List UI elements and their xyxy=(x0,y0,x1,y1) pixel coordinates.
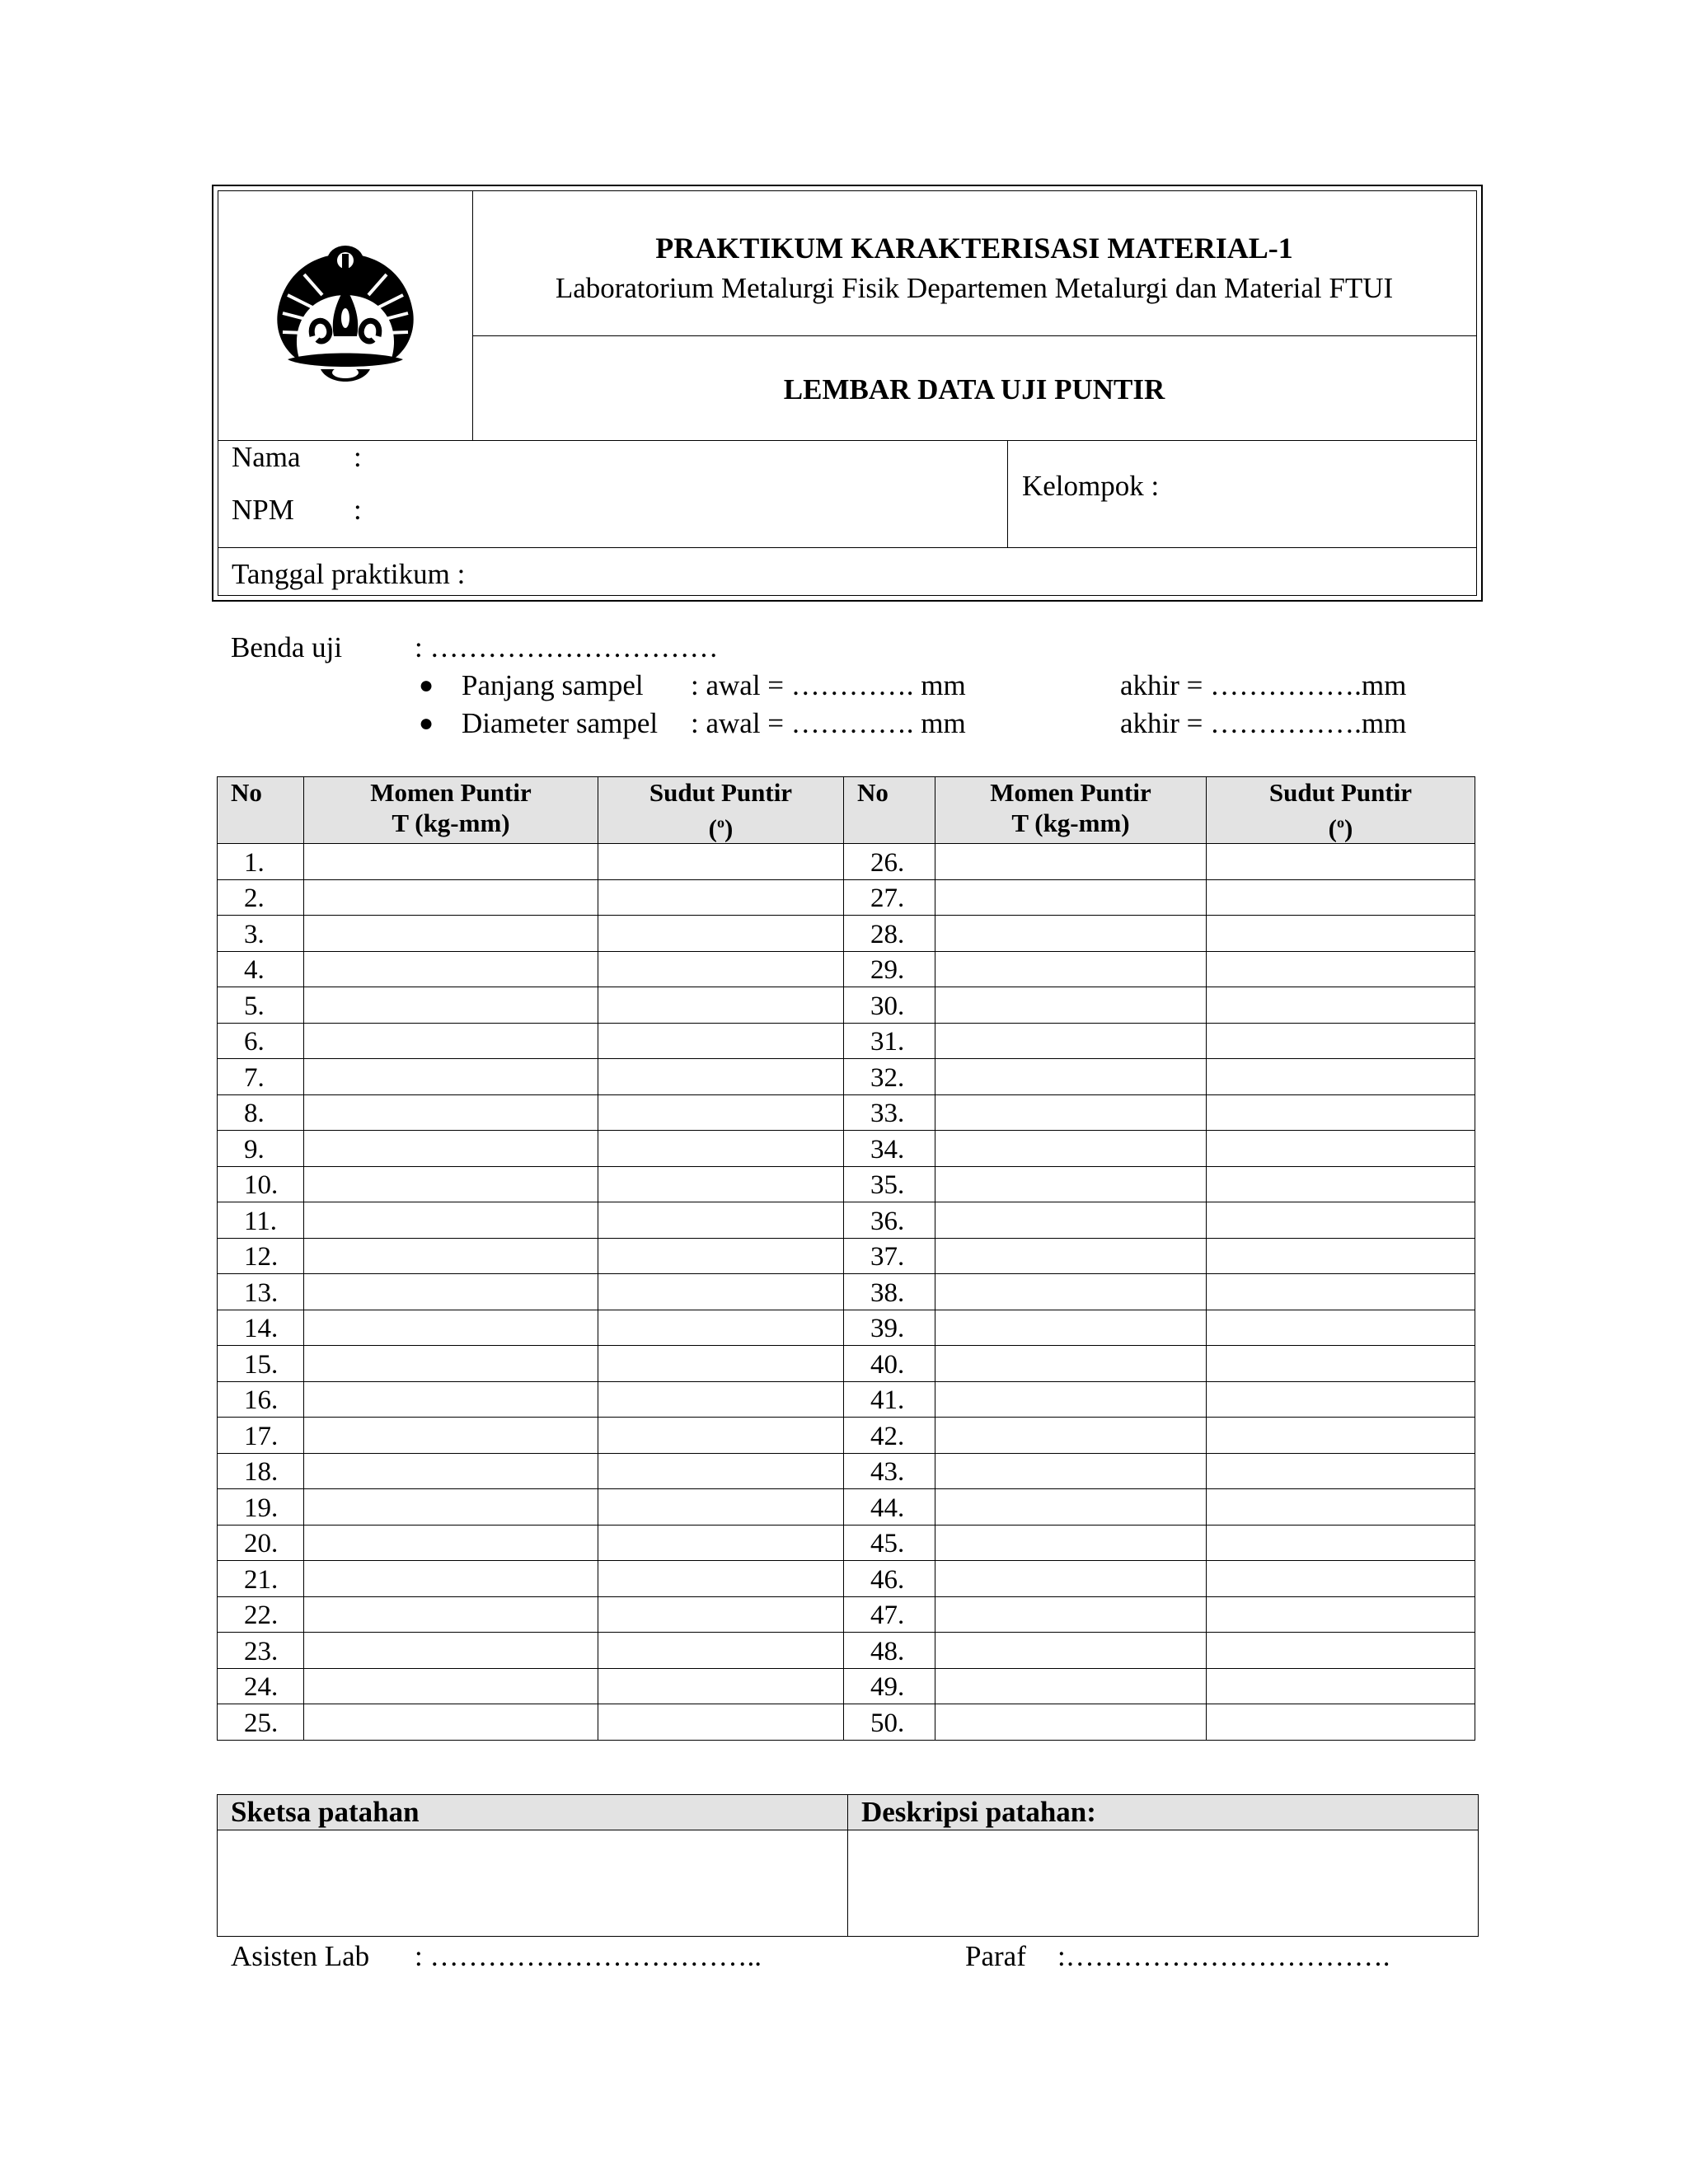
table-row xyxy=(218,951,1475,987)
momen-input-cell[interactable] xyxy=(304,844,598,880)
title-cell xyxy=(472,191,1476,336)
sudut-input-cell[interactable] xyxy=(1207,1418,1475,1454)
momen-input-cell[interactable] xyxy=(935,1346,1207,1382)
deskripsi-area[interactable] xyxy=(848,1830,1479,1937)
sudut-input-cell[interactable] xyxy=(1207,1633,1475,1669)
sudut-input-cell[interactable] xyxy=(598,1561,844,1597)
sudut-input-cell[interactable] xyxy=(1207,951,1475,987)
momen-input-cell[interactable] xyxy=(304,1059,598,1095)
momen-input-cell[interactable] xyxy=(935,844,1207,880)
momen-input-cell[interactable] xyxy=(935,1596,1207,1633)
table-row xyxy=(218,1238,1475,1274)
col-momen-header: Momen Puntir T (kg-mm) xyxy=(935,777,1207,844)
momen-input-cell[interactable] xyxy=(935,1381,1207,1418)
sudut-input-cell[interactable] xyxy=(598,1596,844,1633)
table-row xyxy=(218,1381,1475,1418)
momen-input-cell[interactable] xyxy=(935,1561,1207,1597)
row-number-cell: 33. xyxy=(844,1094,935,1131)
table-row xyxy=(218,1274,1475,1310)
momen-input-cell[interactable] xyxy=(935,1059,1207,1095)
momen-input-cell[interactable] xyxy=(935,987,1207,1024)
nama-field[interactable] xyxy=(232,441,362,474)
sudut-input-cell[interactable] xyxy=(598,1453,844,1489)
row-number-cell: 13. xyxy=(218,1274,304,1310)
row-number-cell: 17. xyxy=(218,1418,304,1454)
sudut-input-cell[interactable] xyxy=(598,1525,844,1561)
momen-input-cell[interactable] xyxy=(935,1489,1207,1526)
row-number-cell: 11. xyxy=(218,1202,304,1239)
momen-input-cell[interactable] xyxy=(304,1453,598,1489)
row-number-cell: 7. xyxy=(218,1059,304,1095)
momen-input-cell[interactable] xyxy=(304,879,598,916)
sudut-input-cell[interactable] xyxy=(1207,1489,1475,1526)
sudut-input-cell[interactable] xyxy=(1207,1704,1475,1741)
row-number-cell: 25. xyxy=(218,1704,304,1741)
momen-input-cell[interactable] xyxy=(304,1633,598,1669)
col-no-header: No xyxy=(218,777,304,844)
momen-input-cell[interactable] xyxy=(304,1346,598,1382)
row-number-cell: 4. xyxy=(218,951,304,987)
momen-input-cell[interactable] xyxy=(304,1561,598,1597)
col-momen-header: Momen Puntir T (kg-mm) xyxy=(304,777,598,844)
header-inner-frame xyxy=(218,190,1477,596)
table-row xyxy=(218,1489,1475,1526)
row-number-cell: 21. xyxy=(218,1561,304,1597)
fracture-body-row xyxy=(218,1830,1479,1937)
table-row xyxy=(218,1633,1475,1669)
momen-input-cell[interactable] xyxy=(935,916,1207,952)
sudut-input-cell[interactable] xyxy=(598,987,844,1024)
sudut-input-cell[interactable] xyxy=(1207,1202,1475,1239)
npm-field[interactable] xyxy=(232,494,362,527)
row-number-cell: 8. xyxy=(218,1094,304,1131)
momen-input-cell[interactable] xyxy=(935,1418,1207,1454)
panjang-akhir[interactable]: akhir = …………….mm xyxy=(1120,669,1407,701)
sudut-input-cell[interactable] xyxy=(598,844,844,880)
momen-input-cell[interactable] xyxy=(935,1633,1207,1669)
table-row xyxy=(218,1596,1475,1633)
deskripsi-header: Deskripsi patahan: xyxy=(848,1795,1479,1830)
sheet-title-cell xyxy=(472,335,1476,440)
row-number-cell: 48. xyxy=(844,1633,935,1669)
row-number-cell: 16. xyxy=(218,1381,304,1418)
npm-label: NPM xyxy=(232,494,294,526)
sudut-input-cell[interactable] xyxy=(598,916,844,952)
sudut-input-cell[interactable] xyxy=(598,1418,844,1454)
npm-colon: : xyxy=(354,494,362,526)
row-number-cell: 15. xyxy=(218,1346,304,1382)
table-row xyxy=(218,844,1475,880)
row-number-cell: 36. xyxy=(844,1202,935,1239)
sudut-input-cell[interactable] xyxy=(598,879,844,916)
sudut-input-cell[interactable] xyxy=(598,1094,844,1131)
table-row xyxy=(218,987,1475,1024)
table-row xyxy=(218,1202,1475,1239)
sudut-input-cell[interactable] xyxy=(1207,879,1475,916)
sudut-input-cell[interactable] xyxy=(1207,1561,1475,1597)
row-number-cell: 30. xyxy=(844,987,935,1024)
table-row xyxy=(218,1023,1475,1059)
identity-left-cell xyxy=(218,441,1008,548)
sudut-input-cell[interactable] xyxy=(598,1704,844,1741)
tanggal-row xyxy=(218,547,1476,595)
table-row xyxy=(218,1453,1475,1489)
row-number-cell: 19. xyxy=(218,1489,304,1526)
momen-input-cell[interactable] xyxy=(935,1704,1207,1741)
sheet-title: LEMBAR DATA UJI PUNTIR xyxy=(783,373,1165,405)
momen-input-cell[interactable] xyxy=(935,1131,1207,1167)
sudut-input-cell[interactable] xyxy=(1207,1381,1475,1418)
momen-input-cell[interactable] xyxy=(304,1489,598,1526)
asisten-value[interactable]: : …………………………….. xyxy=(415,1940,762,1972)
sudut-input-cell[interactable] xyxy=(1207,1525,1475,1561)
sudut-input-cell[interactable] xyxy=(1207,1453,1475,1489)
sudut-input-cell[interactable] xyxy=(598,1166,844,1202)
col-no-header: No xyxy=(844,777,935,844)
table-row xyxy=(218,916,1475,952)
torsion-data-table xyxy=(217,776,1475,1741)
bullet-icon: ● xyxy=(419,710,434,737)
table-row xyxy=(218,1059,1475,1095)
row-number-cell: 45. xyxy=(844,1525,935,1561)
momen-input-cell[interactable] xyxy=(304,1310,598,1346)
fracture-header-row xyxy=(218,1795,1479,1830)
table-row xyxy=(218,879,1475,916)
sudut-input-cell[interactable] xyxy=(598,1489,844,1526)
momen-input-cell[interactable] xyxy=(935,1310,1207,1346)
row-number-cell: 20. xyxy=(218,1525,304,1561)
momen-input-cell[interactable] xyxy=(304,1668,598,1704)
sudut-input-cell[interactable] xyxy=(598,1381,844,1418)
sudut-input-cell[interactable] xyxy=(1207,1094,1475,1131)
momen-input-cell[interactable] xyxy=(935,1274,1207,1310)
table-header-row xyxy=(218,777,1475,844)
panjang-awal[interactable]: : awal = …………. mm xyxy=(691,669,966,701)
sudut-input-cell[interactable] xyxy=(598,1668,844,1704)
momen-input-cell[interactable] xyxy=(935,1525,1207,1561)
logo-cell xyxy=(218,191,473,440)
table-row xyxy=(218,1310,1475,1346)
momen-input-cell[interactable] xyxy=(304,1094,598,1131)
momen-input-cell[interactable] xyxy=(935,1202,1207,1239)
momen-input-cell[interactable] xyxy=(304,1166,598,1202)
sudut-input-cell[interactable] xyxy=(1207,1310,1475,1346)
momen-input-cell[interactable] xyxy=(304,1525,598,1561)
row-number-cell: 18. xyxy=(218,1453,304,1489)
nama-colon: : xyxy=(354,441,362,473)
bullet-icon: ● xyxy=(419,672,434,699)
row-number-cell: 28. xyxy=(844,916,935,952)
paraf-label: Paraf xyxy=(965,1940,1026,1972)
paraf-value[interactable]: :……………………………. xyxy=(1057,1940,1390,1972)
institution-name: Laboratorium Metalurgi Fisik Departemen Metalurgi dan Material FTUI xyxy=(555,272,1394,304)
row-number-cell: 35. xyxy=(844,1166,935,1202)
row-number-cell: 44. xyxy=(844,1489,935,1526)
benda-uji-label: Benda uji xyxy=(231,631,343,663)
table-row xyxy=(218,1704,1475,1741)
row-number-cell: 26. xyxy=(844,844,935,880)
table-row xyxy=(218,1418,1475,1454)
row-number-cell: 40. xyxy=(844,1346,935,1382)
sketsa-header: Sketsa patahan xyxy=(218,1795,848,1830)
panjang-label: Panjang sampel xyxy=(462,669,644,701)
row-number-cell: 31. xyxy=(844,1023,935,1059)
row-number-cell: 43. xyxy=(844,1453,935,1489)
momen-input-cell[interactable] xyxy=(304,1704,598,1741)
asisten-label: Asisten Lab xyxy=(231,1940,370,1972)
nama-label: Nama xyxy=(232,441,301,473)
row-number-cell: 23. xyxy=(218,1633,304,1669)
diameter-awal[interactable]: : awal = …………. mm xyxy=(691,707,966,739)
sudut-input-cell[interactable] xyxy=(598,1023,844,1059)
momen-input-cell[interactable] xyxy=(935,1668,1207,1704)
row-number-cell: 47. xyxy=(844,1596,935,1633)
momen-input-cell[interactable] xyxy=(304,1131,598,1167)
table-row xyxy=(218,1131,1475,1167)
sudut-input-cell[interactable] xyxy=(1207,916,1475,952)
sudut-input-cell[interactable] xyxy=(598,1310,844,1346)
benda-uji-value[interactable]: : ………………………… xyxy=(415,631,719,663)
row-number-cell: 12. xyxy=(218,1238,304,1274)
row-number-cell: 3. xyxy=(218,916,304,952)
fracture-table xyxy=(217,1794,1479,1937)
sudut-input-cell[interactable] xyxy=(1207,1166,1475,1202)
sudut-input-cell[interactable] xyxy=(598,951,844,987)
sudut-input-cell[interactable] xyxy=(598,1131,844,1167)
sudut-input-cell[interactable] xyxy=(598,1238,844,1274)
sudut-input-cell[interactable] xyxy=(1207,1131,1475,1167)
sudut-input-cell[interactable] xyxy=(598,1346,844,1382)
sudut-input-cell[interactable] xyxy=(1207,1238,1475,1274)
table-row xyxy=(218,1166,1475,1202)
row-number-cell: 27. xyxy=(844,879,935,916)
row-number-cell: 1. xyxy=(218,844,304,880)
momen-input-cell[interactable] xyxy=(304,987,598,1024)
momen-input-cell[interactable] xyxy=(304,951,598,987)
sudut-input-cell[interactable] xyxy=(1207,1668,1475,1704)
sudut-input-cell[interactable] xyxy=(1207,1274,1475,1310)
diameter-label: Diameter sampel xyxy=(462,707,659,739)
table-row xyxy=(218,1346,1475,1382)
row-number-cell: 10. xyxy=(218,1166,304,1202)
momen-input-cell[interactable] xyxy=(935,1453,1207,1489)
row-number-cell: 6. xyxy=(218,1023,304,1059)
momen-input-cell[interactable] xyxy=(304,1418,598,1454)
row-number-cell: 24. xyxy=(218,1668,304,1704)
row-number-cell: 34. xyxy=(844,1131,935,1167)
momen-input-cell[interactable] xyxy=(304,1238,598,1274)
header-box xyxy=(212,185,1483,602)
momen-input-cell[interactable] xyxy=(935,1094,1207,1131)
sudut-input-cell[interactable] xyxy=(1207,844,1475,880)
table-row xyxy=(218,1094,1475,1131)
sudut-input-cell[interactable] xyxy=(598,1633,844,1669)
university-emblem-icon xyxy=(263,237,428,394)
row-number-cell: 32. xyxy=(844,1059,935,1095)
sudut-input-cell[interactable] xyxy=(598,1059,844,1095)
row-number-cell: 39. xyxy=(844,1310,935,1346)
practicum-title: PRAKTIKUM KARAKTERISASI MATERIAL-1 xyxy=(655,232,1293,265)
momen-input-cell[interactable] xyxy=(304,1202,598,1239)
momen-input-cell[interactable] xyxy=(304,1596,598,1633)
row-number-cell: 22. xyxy=(218,1596,304,1633)
col-sudut-header: Sudut Puntir ($^o$) xyxy=(1207,777,1475,844)
momen-input-cell[interactable] xyxy=(935,1166,1207,1202)
table-row xyxy=(218,1668,1475,1704)
row-number-cell: 41. xyxy=(844,1381,935,1418)
momen-input-cell[interactable] xyxy=(304,1381,598,1418)
row-number-cell: 49. xyxy=(844,1668,935,1704)
table-row xyxy=(218,1561,1475,1597)
momen-input-cell[interactable] xyxy=(304,1274,598,1310)
sudut-input-cell[interactable] xyxy=(1207,1059,1475,1095)
momen-input-cell[interactable] xyxy=(935,879,1207,916)
row-number-cell: 46. xyxy=(844,1561,935,1597)
momen-input-cell[interactable] xyxy=(304,1023,598,1059)
col-sudut-header: Sudut Puntir ($^o$) xyxy=(598,777,844,844)
sudut-input-cell[interactable] xyxy=(1207,1023,1475,1059)
sudut-input-cell[interactable] xyxy=(1207,1596,1475,1633)
row-number-cell: 14. xyxy=(218,1310,304,1346)
momen-input-cell[interactable] xyxy=(935,1023,1207,1059)
momen-input-cell[interactable] xyxy=(935,1238,1207,1274)
sudut-input-cell[interactable] xyxy=(598,1274,844,1310)
momen-input-cell[interactable] xyxy=(935,951,1207,987)
row-number-cell: 29. xyxy=(844,951,935,987)
momen-input-cell[interactable] xyxy=(304,916,598,952)
table-body xyxy=(218,844,1475,1741)
diameter-akhir[interactable]: akhir = …………….mm xyxy=(1120,707,1407,739)
row-number-cell: 5. xyxy=(218,987,304,1024)
sudut-input-cell[interactable] xyxy=(1207,987,1475,1024)
identity-row xyxy=(218,440,1476,548)
kelompok-field[interactable]: Kelompok : xyxy=(1022,470,1160,502)
table-row xyxy=(218,1525,1475,1561)
row-number-cell: 38. xyxy=(844,1274,935,1310)
row-number-cell: 2. xyxy=(218,879,304,916)
row-number-cell: 9. xyxy=(218,1131,304,1167)
sketsa-area[interactable] xyxy=(218,1830,848,1937)
row-number-cell: 42. xyxy=(844,1418,935,1454)
row-number-cell: 50. xyxy=(844,1704,935,1741)
sudut-input-cell[interactable] xyxy=(598,1202,844,1239)
tanggal-field[interactable]: Tanggal praktikum : xyxy=(232,558,466,590)
row-number-cell: 37. xyxy=(844,1238,935,1274)
sudut-input-cell[interactable] xyxy=(1207,1346,1475,1382)
